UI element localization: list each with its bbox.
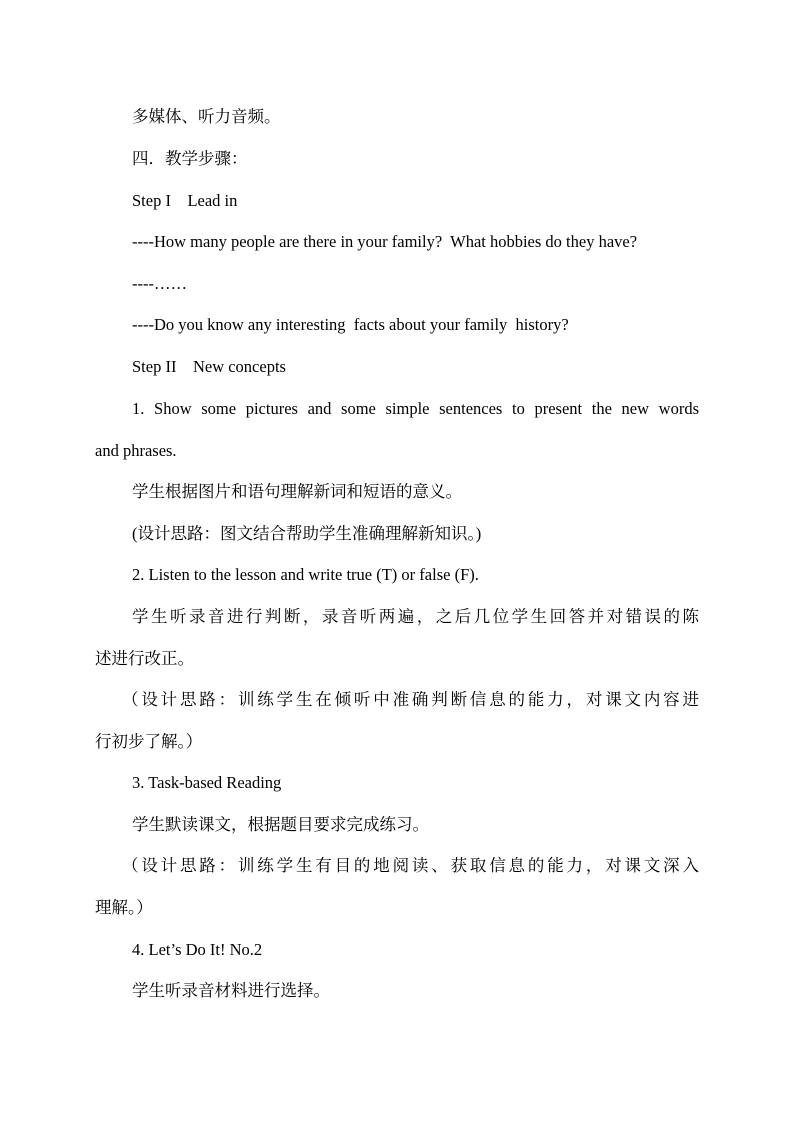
item-1-line-2: and phrases.	[95, 441, 177, 460]
item-4-student-activity: 学生听录音材料进行选择。	[132, 981, 330, 1000]
item-2-heading: 2. Listen to the lesson and write true (T) or false (F).	[132, 565, 479, 584]
item-3-design-note-line-1: （设计思路：训练学生有目的地阅读、获取信息的能力，对课文深入	[122, 856, 699, 875]
item-3-student-activity: 学生默读课文，根据题目要求完成练习。	[132, 815, 429, 834]
materials-line: 多媒体、听力音频。	[132, 107, 281, 126]
item-2-design-note-line-1: （设计思路：训练学生在倾听中准确判断信息的能力，对课文内容进	[122, 690, 699, 709]
item-1-line-1: 1. Show some pictures and some simple sentences to present the new words	[132, 399, 699, 418]
item-1-design-note: (设计思路：图文结合帮助学生准确理解新知识。)	[132, 524, 482, 543]
section-heading-teaching-steps: 四．教学步骤：	[132, 149, 248, 168]
item-2-design-note-line-2: 行初步了解。）	[95, 732, 203, 751]
item-4-heading: 4. Let’s Do It! No.2	[132, 940, 263, 959]
item-2-activity-line-2: 述进行改正。	[95, 649, 194, 668]
item-3-heading: 3. Task-based Reading	[132, 773, 282, 792]
dialogue-question-1: ----How many people are there in your family? What hobbies do they have?	[132, 232, 638, 251]
dialogue-ellipsis: ----……	[132, 274, 187, 293]
dialogue-question-2: ----Do you know any interesting facts about your family history?	[132, 315, 569, 334]
step-2-heading: Step II New concepts	[132, 357, 286, 376]
item-3-design-note-line-2: 理解。）	[95, 898, 153, 917]
item-2-activity-line-1: 学生听录音进行判断，录音听两遍，之后几位学生回答并对错误的陈	[132, 607, 699, 626]
item-1-student-activity: 学生根据图片和语句理解新词和短语的意义。	[132, 482, 462, 501]
step-1-heading: Step I Lead in	[132, 191, 238, 210]
